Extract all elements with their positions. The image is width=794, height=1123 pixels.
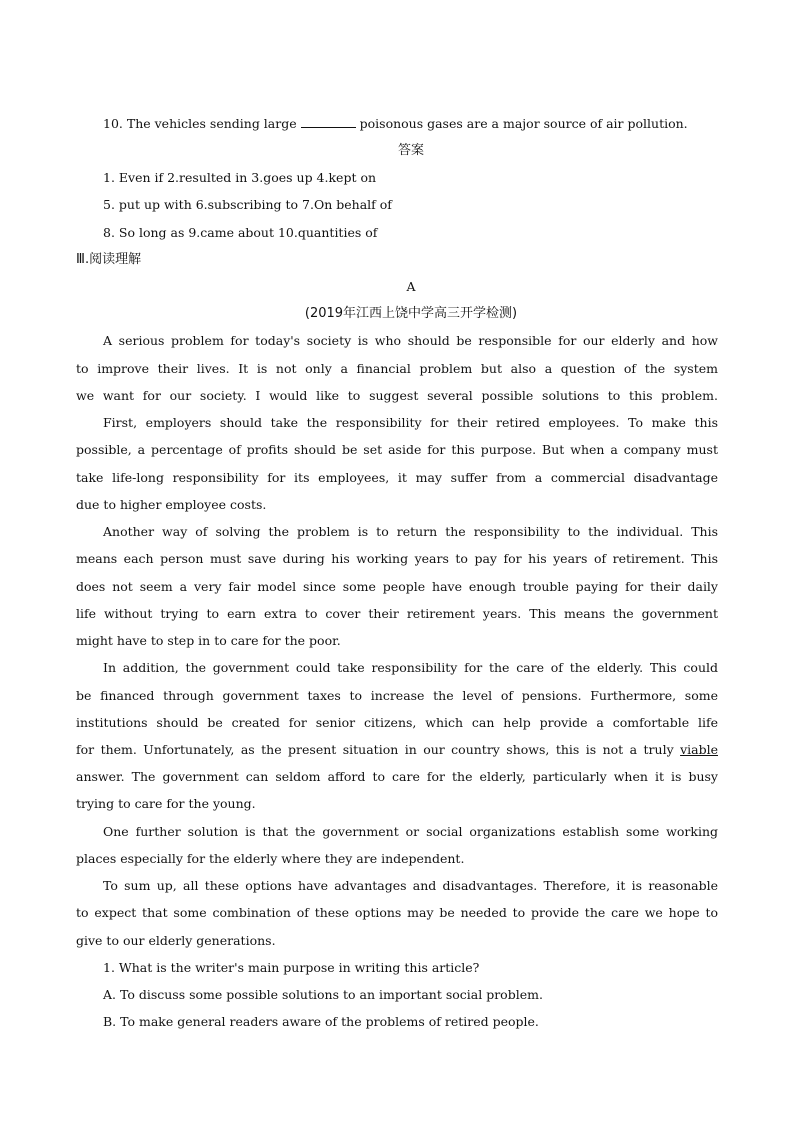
passage-p4-line-5: answer. The government can seldom afford to care for the elderly, particularly when it is busy <box>76 769 718 784</box>
question-10-text-before: 10. The vehicles sending large <box>103 116 297 131</box>
passage-p5-line-1: One further solution is that the government or social organizations establish some working <box>103 824 718 839</box>
passage-p5-line-2: places especially for the elderly where they are independent. <box>76 851 465 866</box>
passage-p4-line-1: In addition, the government could take responsibility for the care of the elderly. This could <box>103 660 718 675</box>
underlined-word-viable: viable <box>680 742 718 757</box>
passage-p1-line-1: A serious problem for today's society is who should be responsible for our elderly and how <box>103 333 718 348</box>
answer-blank <box>301 116 356 128</box>
passage-source: (2019年江西上饶中学高三开学检测) <box>304 306 518 321</box>
passage-p3-line-1: Another way of solving the problem is to return the responsibility to the individual. This <box>103 524 718 539</box>
answer-line-1: 1. Even if 2.resulted in 3.goes up 4.kept on <box>103 170 377 185</box>
answer-line-2: 5. put up with 6.subscribing to 7.On behalf of <box>103 197 392 212</box>
question-10 <box>103 116 688 132</box>
question-1-stem: 1. What is the writer's main purpose in writing this article? <box>103 960 480 975</box>
passage-p6-line-2: to expect that some combination of these options may be needed to provide the care we hope to <box>76 905 718 920</box>
question-1-option-b: B. To make general readers aware of the problems of retired people. <box>103 1014 539 1029</box>
passage-p2-line-3: take life-long responsibility for its employees, it may suffer from a commercial disadvantage <box>76 470 718 485</box>
passage-p1-line-3: we want for our society. I would like to suggest several possible solutions to this problem. <box>76 388 718 403</box>
section-heading: Ⅲ.阅读理解 <box>76 252 142 267</box>
passage-p6-line-1: To sum up, all these options have advantages and disadvantages. Therefore, it is reasonable <box>103 878 718 893</box>
passage-p4-line-4 <box>76 742 718 758</box>
question-10-text-after: poisonous gases are a major source of air pollution. <box>359 116 688 131</box>
passage-p2-line-1: First, employers should take the responsibility for their retired employees. To make this <box>103 415 718 430</box>
passage-label: A <box>406 279 416 294</box>
passage-p4-line-4-text: for them. Unfortunately, as the present situation in our country shows, this is not a truly <box>76 742 674 757</box>
question-1-option-a: A. To discuss some possible solutions to an important social problem. <box>103 987 543 1002</box>
passage-p6-line-3: give to our elderly generations. <box>76 933 276 948</box>
passage-p1-line-2: to improve their lives. It is not only a financial problem but also a question of the system <box>76 361 718 376</box>
passage-p2-line-4: due to higher employee costs. <box>76 497 267 512</box>
passage-p4-line-2: be financed through government taxes to increase the level of pensions. Furthermore, some <box>76 688 718 703</box>
passage-p2-line-2: possible, a percentage of profits should be set aside for this purpose. But when a company must <box>76 442 718 457</box>
passage-p3-line-3: does not seem a very fair model since some people have enough trouble paying for their daily <box>76 579 718 594</box>
passage-p3-line-2: means each person must save during his working years to pay for his years of retirement. This <box>76 551 718 566</box>
answer-line-3: 8. So long as 9.came about 10.quantities of <box>103 225 378 240</box>
passage-p3-line-5: might have to step in to care for the poor. <box>76 633 341 648</box>
passage-p4-line-6: trying to care for the young. <box>76 796 256 811</box>
answers-heading: 答案 <box>397 143 424 158</box>
passage-p4-line-3: institutions should be created for senior citizens, which can help provide a comfortable life <box>76 715 718 730</box>
passage-p3-line-4: life without trying to earn extra to cover their retirement years. This means the government <box>76 606 718 621</box>
